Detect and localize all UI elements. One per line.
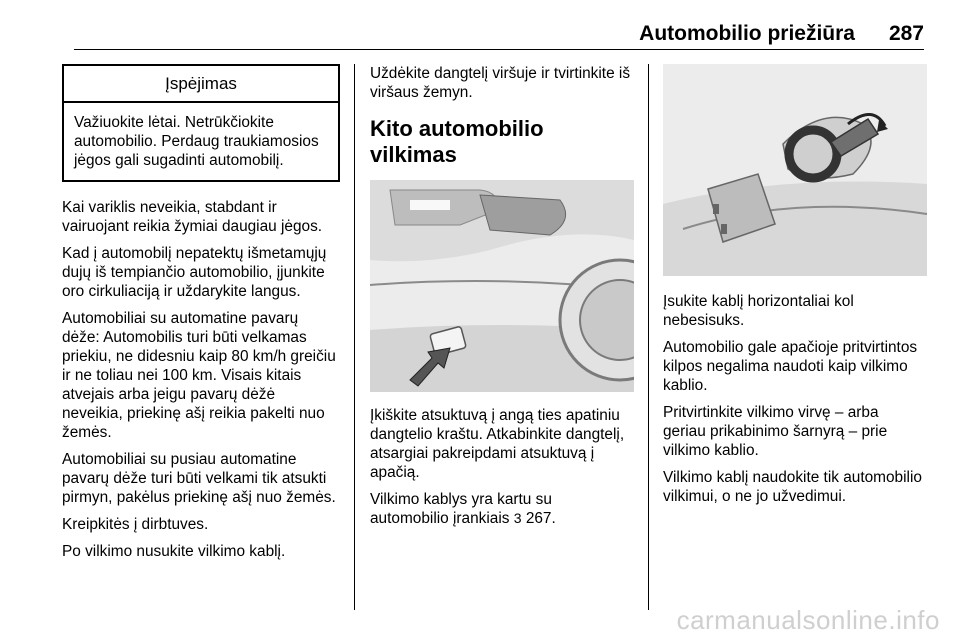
page-number: 287 [888,22,924,45]
page-reference-icon: 3 [513,510,522,526]
paragraph: Automobiliai su automatine pavarų dėže: Automobilis turi būti velkamas priekiu, ne didesniu kaip 80 km/h greičiu ir ne toliau nei 100 km. Visais kitais atvejais arba jeigu pavarų dėžė neveikia, priekinę ašį reikia pakelti nuo žemės. [62,310,336,441]
header-rule [74,49,924,50]
column-divider [354,64,355,610]
column-left [62,64,340,569]
column-divider [648,64,649,610]
paragraph: Automobilio gale apačioje pritvirtintos kilpos negalima naudoti kaip vilkimo kablio. [663,339,918,394]
paragraph: Automobiliai su pusiau automatine pavarų dėže turi būti velkami tik atsukti pirmyn, pakėlus priekinę ašį nuo žemės. [62,451,336,506]
paragraph: Po vilkimo nusukite vilkimo kablį. [62,543,286,560]
paragraph [370,490,634,528]
warning-box [62,64,340,182]
paragraph: Kad į automobilį nepatektų išmetamųjų dujų iš tempiančio automobilio, įjunkite oro cirkuliaciją ir uždarykite langus. [62,245,327,300]
figure-caption: Įkiškite atsuktuvą į angą ties apatiniu dangtelio kraštu. Atkabinkite dangtelį, atsargiai pakreipdami atsuktuvą į apačią. [370,407,625,481]
rear-bumper-illustration [370,180,634,392]
column-right [663,64,925,514]
paragraph: Kreipkitės į dirbtuves. [62,516,209,533]
header-title: Automobilio priežiūra [639,22,855,45]
warning-title: Įspėjimas [64,66,338,103]
towing-eye-illustration [663,64,927,276]
watermark: carmanualsonline.info [676,605,940,635]
column-middle [370,64,634,536]
paragraph: Įsukite kablį horizontaliai kol nebesisuks. [663,293,854,329]
reference-text: Vilkimo kablys yra kartu su automobilio įrankiais [370,491,552,527]
paragraph: Kai variklis neveikia, stabdant ir vairuojant reikia žymiai daugiau jėgos. [62,199,323,235]
section-heading: Kito automobilio vilkimas [370,116,544,167]
paragraph: Vilkimo kablį naudokite tik automobilio vilkimui, o ne jo užvedimui. [663,469,922,505]
paragraph: Pritvirtinkite vilkimo virvę – arba geriau prikabinimo šarnyrą – prie vilkimo kablio. [663,404,888,459]
paragraph: Uždėkite dangtelį viršuje ir tvirtinkite iš viršaus žemyn. [370,65,631,101]
warning-body: Važiuokite lėtai. Netrūkčiokite automobilio. Perdaug traukiamosios jėgos gali sugadinti automobilį. [74,114,319,169]
reference-page: 267. [525,510,556,527]
